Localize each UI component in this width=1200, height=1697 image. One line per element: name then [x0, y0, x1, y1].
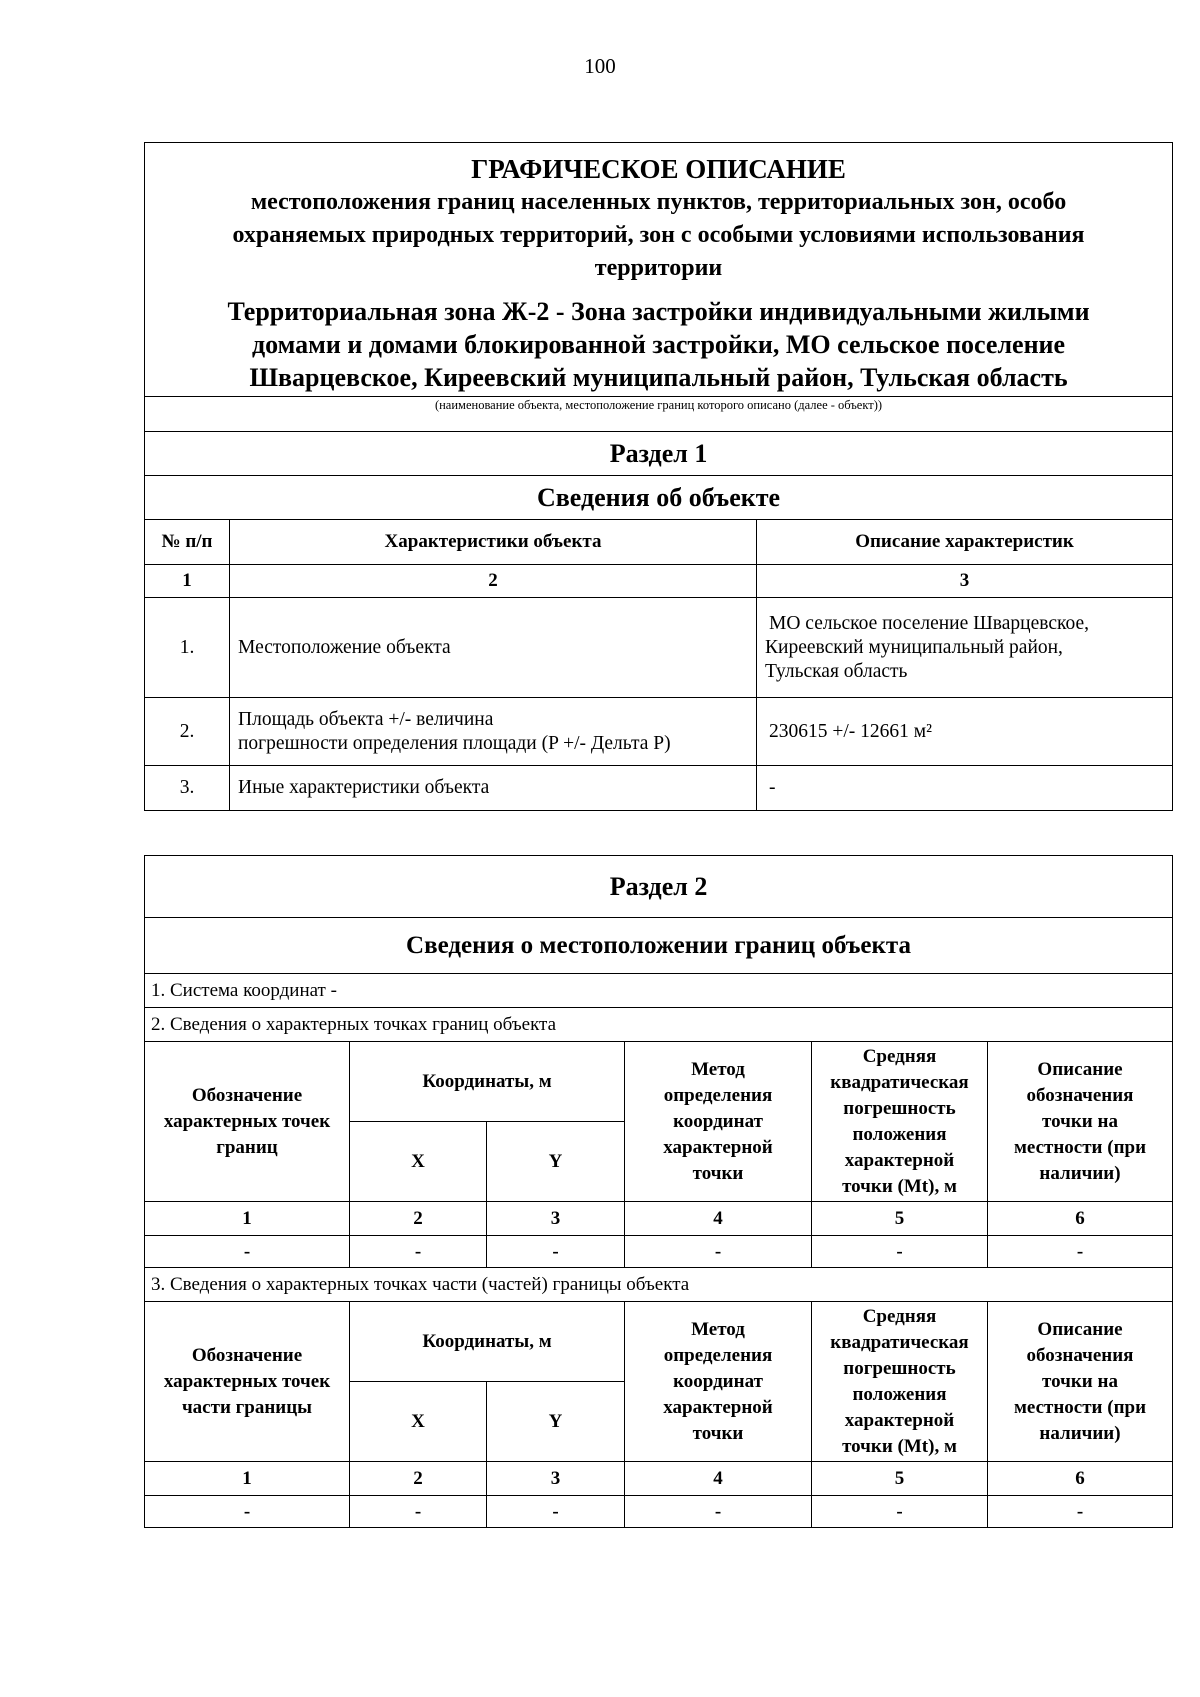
header-line: координат	[673, 1110, 763, 1132]
section1-title: Раздел 1	[145, 432, 1173, 476]
points-title: 2. Сведения о характерных точках границ объекта	[145, 1008, 1173, 1042]
header-line: точки (Mt), м	[842, 1175, 957, 1197]
header-coordinates: Координаты, м	[350, 1302, 625, 1382]
header-x: X	[350, 1382, 487, 1462]
table-row	[145, 1236, 1173, 1268]
header-method	[625, 1302, 812, 1462]
header-line: местности (при	[1013, 1136, 1147, 1158]
header-method	[625, 1042, 812, 1202]
column-number: 6	[988, 1462, 1173, 1496]
description-line: Киреевский муниципальный район,	[765, 636, 1063, 658]
header-line: точки (Mt), м	[842, 1435, 957, 1457]
description-cell: 230615 +/- 12661 м²	[757, 698, 1173, 766]
table-cell: -	[625, 1496, 812, 1528]
header-line: Описание	[1037, 1058, 1123, 1080]
column-number: 1	[145, 1202, 350, 1236]
table-row	[145, 698, 1173, 766]
header-line: характерной	[663, 1396, 773, 1418]
header-line: квадратическая	[830, 1071, 969, 1093]
column-number: 2	[230, 565, 757, 598]
header-coordinates: Координаты, м	[350, 1042, 625, 1122]
table-cell: -	[812, 1236, 988, 1268]
header-line: координат	[673, 1370, 763, 1392]
description-line: МО сельское поселение Шварцевское,	[769, 612, 1089, 634]
header-line: точки на	[1042, 1110, 1118, 1132]
description-cell: -	[757, 766, 1173, 811]
header-line: погрешность	[843, 1357, 956, 1379]
header-line: Описание	[1037, 1318, 1123, 1340]
header-line: наличии)	[1039, 1162, 1121, 1184]
table-row	[145, 598, 1173, 698]
section2-title: Раздел 2	[145, 856, 1173, 918]
document-title: ГРАФИЧЕСКОЕ ОПИСАНИЕ	[471, 154, 846, 184]
table-cell: -	[487, 1236, 625, 1268]
page-number: 100	[584, 54, 616, 78]
row-number: 2.	[145, 698, 230, 766]
column-number: 3	[757, 565, 1173, 598]
header-line: Средняя	[862, 1045, 937, 1067]
object-name-note: (наименование объекта, местоположение границ которого описано (далее - объект))	[145, 397, 1173, 432]
header-line: части границы	[181, 1396, 313, 1418]
column-number: 2	[350, 1462, 487, 1496]
header-line: определения	[663, 1084, 773, 1106]
header-line: границ	[216, 1136, 278, 1158]
header-line: характерных точек	[163, 1110, 331, 1132]
header-line: определения	[663, 1344, 773, 1366]
header-line: характерных точек	[163, 1370, 331, 1392]
zone-name-line-1: Территориальная зона Ж-2 - Зона застройки индивидуальными жилыми	[227, 297, 1090, 326]
characteristic-cell: Иные характеристики объекта	[230, 766, 757, 811]
header-y: Y	[487, 1382, 625, 1462]
header-line: характерной	[844, 1409, 955, 1431]
header-x: X	[350, 1122, 487, 1202]
header-mean-error	[812, 1042, 988, 1202]
row-number: 1.	[145, 598, 230, 698]
table-cell: -	[350, 1496, 487, 1528]
column-number: 3	[487, 1462, 625, 1496]
table-cell: -	[350, 1236, 487, 1268]
header-part-point-designation	[145, 1302, 350, 1462]
header-y: Y	[487, 1122, 625, 1202]
document-subtitle-line-3: территории	[594, 255, 723, 281]
description-cell	[757, 598, 1173, 698]
section2-subtitle: Сведения о местоположении границ объекта	[145, 918, 1173, 974]
characteristic-line: погрешности определения площади (P +/- Дельта P)	[238, 732, 671, 754]
header-line: квадратическая	[830, 1331, 969, 1353]
zone-name-line-2: домами и домами блокированной застройки, МО сельское поселение	[251, 330, 1066, 359]
column-number: 5	[812, 1202, 988, 1236]
document-subtitle-line-2: охраняемых природных территорий, зон с особыми условиями использования	[232, 222, 1085, 248]
table-cell: -	[487, 1496, 625, 1528]
characteristic-line: Площадь объекта +/- величина	[238, 708, 494, 730]
header-line: положения	[852, 1383, 947, 1405]
header-point-description	[988, 1302, 1173, 1462]
document-header	[145, 143, 1173, 397]
header-point-description	[988, 1042, 1173, 1202]
parts-title: 3. Сведения о характерных точках части (частей) границы объекта	[145, 1268, 1173, 1302]
header-mean-error	[812, 1302, 988, 1462]
column-header-num: № п/п	[145, 520, 230, 565]
header-line: Метод	[691, 1058, 745, 1080]
column-header-characteristic: Характеристики объекта	[230, 520, 757, 565]
table-row	[145, 1496, 1173, 1528]
table-row	[145, 766, 1173, 811]
document-subtitle-line-1: местоположения границ населенных пунктов, территориальных зон, особо	[250, 189, 1067, 215]
column-number: 1	[145, 565, 230, 598]
table-cell: -	[812, 1496, 988, 1528]
column-number: 4	[625, 1202, 812, 1236]
header-line: Средняя	[862, 1305, 937, 1327]
header-line: Метод	[691, 1318, 745, 1340]
table-cell: -	[145, 1496, 350, 1528]
table-cell: -	[145, 1236, 350, 1268]
header-line: погрешность	[843, 1097, 956, 1119]
header-line: положения	[852, 1123, 947, 1145]
column-number: 3	[487, 1202, 625, 1236]
zone-name-line-3: Шварцевское, Киреевский муниципальный район, Тульская область	[249, 363, 1068, 392]
header-line: точки	[692, 1422, 744, 1444]
header-point-designation	[145, 1042, 350, 1202]
coordinate-system: 1. Система координат -	[145, 974, 1173, 1008]
column-number: 1	[145, 1462, 350, 1496]
characteristic-cell	[230, 698, 757, 766]
header-line: обозначения	[1026, 1344, 1134, 1366]
column-number: 5	[812, 1462, 988, 1496]
header-line: точки	[692, 1162, 744, 1184]
column-header-description: Описание характеристик	[757, 520, 1173, 565]
column-number: 6	[988, 1202, 1173, 1236]
section2-table	[144, 855, 1173, 1528]
table-cell: -	[988, 1236, 1173, 1268]
header-line: местности (при	[1013, 1396, 1147, 1418]
table-cell: -	[625, 1236, 812, 1268]
column-number: 2	[350, 1202, 487, 1236]
characteristic-cell: Местоположение объекта	[230, 598, 757, 698]
description-line: Тульская область	[765, 660, 908, 682]
section1-table	[144, 142, 1173, 811]
column-number: 4	[625, 1462, 812, 1496]
section1-subtitle: Сведения об объекте	[145, 476, 1173, 520]
row-number: 3.	[145, 766, 230, 811]
header-line: характерной	[844, 1149, 955, 1171]
header-line: обозначения	[1026, 1084, 1134, 1106]
table-cell: -	[988, 1496, 1173, 1528]
header-line: Обозначение	[191, 1084, 303, 1106]
header-line: точки на	[1042, 1370, 1118, 1392]
header-line: Обозначение	[191, 1344, 303, 1366]
header-line: характерной	[663, 1136, 773, 1158]
header-line: наличии)	[1039, 1422, 1121, 1444]
